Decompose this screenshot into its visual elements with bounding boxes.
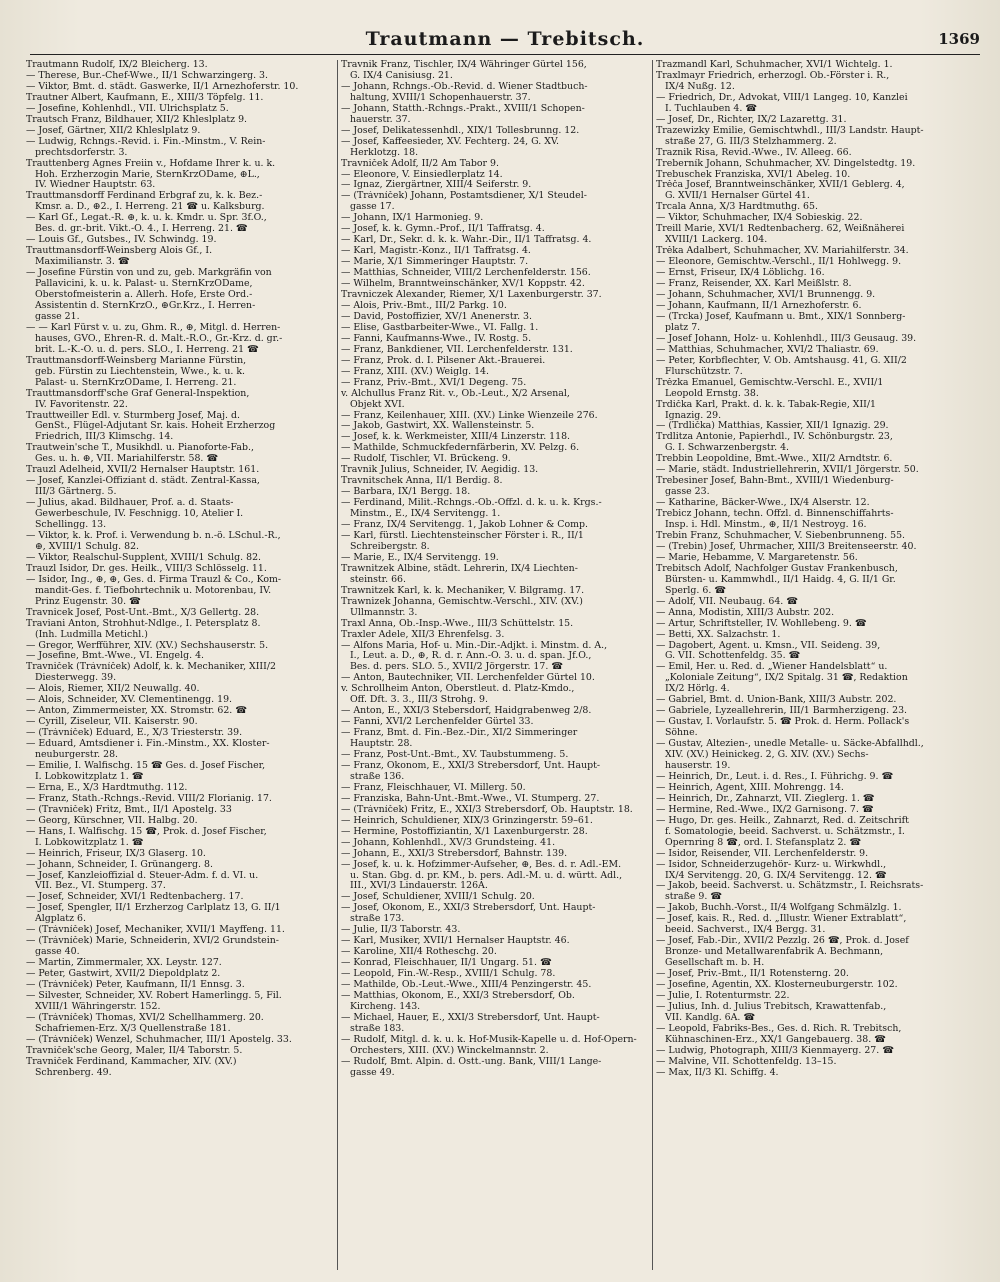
directory-entry: — Heinrich, Schuldiener, XIX/3 Grinzingerstr. 59–61. xyxy=(341,815,593,826)
directory-entry: Trautner Albert, Kaufmann, E., XIII/3 Töpfelg. 11. xyxy=(26,92,264,103)
directory-entry: — Konrad, Fleischhauer, II/1 Ungarg. 51. ☎ xyxy=(341,958,552,969)
directory-entry: Bes. d. gr.-brit. Vikt.-O. 4., I. Herreng. 21. ☎ xyxy=(26,224,248,235)
directory-entry: Schafriemen-Erz. X/3 Quellenstraße 181. xyxy=(26,1023,231,1034)
directory-entry: G. IX/4 Canisiusg. 21. xyxy=(341,70,453,81)
directory-entry: — Ludwig, Rchngs.-Revid. i. Fin.-Minstm., V. Rein- xyxy=(26,136,266,147)
directory-entry: Gewerbeschule, IV. Feschnigg. 10, Atelier I. xyxy=(26,509,244,520)
directory-entry: — Hugo, Dr. ges. Heilk., Zahnarzt, Red. d. Zeitschrift xyxy=(656,815,909,826)
directory-entry: beeid. Sachverst., IX/4 Bergg. 31. xyxy=(656,925,826,936)
directory-entry: — (Trávníček) Fritz, E., XXI/3 Strebersdorf, Ob. Hauptstr. 18. xyxy=(341,804,633,815)
directory-entry: Kühnaschinen-Erz., XX/1 Gangebauerg. 38. ☎ xyxy=(656,1034,886,1045)
directory-entry: Gesellschaft m. b. H. xyxy=(656,958,765,969)
directory-entry: — Karl, Musiker, XVII/1 Hernalser Hauptstr. 46. xyxy=(341,936,570,947)
directory-entry: (Inh. Ludmilla Metichl.) xyxy=(26,629,148,640)
directory-entry: — Betti, XX. Salzachstr. 1. xyxy=(656,629,781,640)
directory-entry: — Wilhelm, Branntweinschänker, XV/1 Koppstr. 42. xyxy=(341,279,585,290)
directory-entry: — Alois, Priv.-Bmt., III/2 Parkg. 10. xyxy=(341,300,507,311)
directory-entry: — Gabriele, Lyzeallehrerin, III/1 Barmherzigeng. 23. xyxy=(656,706,908,717)
directory-entry: — Franziska, Bahn-Unt.-Bmt.-Wwe., VI. Stumperg. 27. xyxy=(341,793,600,804)
directory-entry: — Josef, k. k. Werkmeister, XIII/4 Linzerstr. 118. xyxy=(341,432,571,443)
directory-entry: — Isidor, Ing., ⊕, ⊕, Ges. d. Firma Trauzl & Co., Kom- xyxy=(26,574,282,585)
directory-entry: Travniček Adolf, II/2 Am Tabor 9. xyxy=(341,158,499,169)
directory-entry: — Jakob, beeid. Sachverst. u. Schätzmstr., I. Reichsrats- xyxy=(656,881,924,892)
directory-entry: — Franz, Ökonom, E., XXI/3 Strebersdorf, Unt. Haupt- xyxy=(341,761,601,771)
directory-entry: — Heinrich, Dr., Leut. i. d. Res., I. Führichg. 9. ☎ xyxy=(656,771,894,782)
directory-entry: — Julius, Inh. d. Julius Trebitsch, Krawattenfab., xyxy=(656,1001,887,1012)
directory-entry: „Koloniale Zeitung“, IX/2 Spitalg. 31 ☎, Redaktion xyxy=(656,673,908,684)
directory-entry: Schellingg. 13. xyxy=(26,520,107,531)
directory-entry: Traxler Adele, XII/3 Ehrenfelsg. 3. xyxy=(341,629,505,640)
directory-entry: — Alfons Maria, Hof- u. Min.-Dir.-Adjkt. i. Minstm. d. A., xyxy=(341,640,608,651)
directory-entry: — Viktor, Schuhmacher, IX/4 Sobieskig. 22. xyxy=(656,213,863,224)
directory-entry: — Georg, Kürschner, VII. Halbg. 20. xyxy=(26,815,198,826)
directory-entry: Insp. i. Hdl. Minstm., ⊕, II/1 Nestroyg. 16. xyxy=(656,520,867,531)
directory-entry: ⊕, XVIII/1 Schulg. 82. xyxy=(26,541,140,552)
directory-entry: — (Travniček) Fritz, Bmt., II/1 Apostelg. 33 xyxy=(26,804,232,815)
directory-entry: gasse 40. xyxy=(26,947,80,958)
directory-entry: — Heinrich, Dr., Zahnarzt, VII. Zieglerg. 1. ☎ xyxy=(656,793,875,804)
directory-entry: — (Trdlička) Matthias, Kassier, XII/1 Ignazig. 29. xyxy=(656,421,889,432)
directory-entry: — Anton, E., XXI/3 Stebersdorf, Haidgrabenweg 2/8. xyxy=(341,706,592,717)
directory-entry: straße 173. xyxy=(341,914,405,925)
directory-entry: — Viktor, Realschul-Supplent, XVIII/1 Schulg. 82. xyxy=(26,552,262,563)
directory-entry: Trauttmansdorff-Weinsberg Alois Gf., I. xyxy=(26,246,213,257)
directory-entry: Trautsch Franz, Bildhauer, XII/2 Khleslplatz 9. xyxy=(26,114,248,125)
directory-entry: — Max, II/3 Kl. Schiffg. 4. xyxy=(656,1067,779,1078)
directory-entry: — David, Postoffizier, XV/1 Anenerstr. 3. xyxy=(341,311,532,322)
directory-entry: — Julie, I. Rotenturmstr. 22. xyxy=(656,991,790,1002)
column-2 xyxy=(341,60,653,1270)
directory-entry: — Josef, Priv.-Bmt., II/1 Rotensterng. 20. xyxy=(656,969,849,980)
directory-entry: Bürsten- u. Kammwhdl., II/1 Haidg. 4, G. II/1 Gr. xyxy=(656,574,896,585)
directory-entry: III/3 Gärtnerg. 5. xyxy=(26,487,117,498)
directory-entry: Trawnitzek Karl, k. k. Mechaniker, V. Bilgramg. 17. xyxy=(341,585,585,596)
directory-entry: — — Karl Fürst v. u. zu, Ghm. R., ⊕, Mitgl. d. Herren- xyxy=(26,322,281,333)
directory-entry: — Franz, Keilenhauer, XIII. (XV.) Linke Wienzeile 276. xyxy=(341,410,598,421)
directory-entry: — Gustav, I. Vorlaufstr. 5. ☎ Prok. d. Herm. Pollack's xyxy=(656,717,910,728)
directory-entry: — Josef, Delikatessenhdl., XIX/1 Tollesbrunng. 12. xyxy=(341,125,580,136)
directory-entry: I. Tuchlauben 4. ☎ xyxy=(656,103,757,114)
directory-entry: Sperlg. 6. ☎ xyxy=(656,585,726,596)
directory-entry: gasse 17. xyxy=(341,202,395,213)
directory-entry: VII. Bez., VI. Stumperg. 37. xyxy=(26,881,166,892)
directory-entry: — Adolf, VII. Neubaug. 64. ☎ xyxy=(656,596,798,607)
directory-entry: — Gabriel, Bmt. d. Union-Bank, XIII/3 Aubstr. 202. xyxy=(656,695,897,706)
directory-entry: — Artur, Schriftsteller, IV. Wohllebeng. 9. ☎ xyxy=(656,618,867,629)
directory-entry: — Hans, I. Walfischg. 15 ☎, Prok. d. Josef Fischer, xyxy=(26,826,267,837)
directory-entry: f. Somatologie, beeid. Sachverst. u. Schätzmstr., I. xyxy=(656,826,905,837)
directory-entry: — Josef, Spengler, II/1 Erzherzog Carlplatz 13, G. II/1 xyxy=(26,903,281,914)
directory-entry: — Johann, Rchngs.-Ob.-Revid. d. Wiener Stadtbuch- xyxy=(341,81,588,92)
directory-entry: Traznik Risa, Revid.-Wwe., IV. Alleeg. 66. xyxy=(656,147,852,158)
directory-entry: — Emilie, I. Walfischg. 15 ☎ Ges. d. Josef Fischer, xyxy=(26,761,266,771)
directory-entry: — Louis Gf., Gutsbes., IV. Schwindg. 19. xyxy=(26,235,217,246)
directory-entry: Trauttweiller Edl. v. Sturmberg Josef, Maj. d. xyxy=(26,410,240,421)
directory-entry: — Peter, Gastwirt, XVII/2 Diepoldplatz 2. xyxy=(26,969,221,980)
directory-entry: platz 7. xyxy=(656,322,701,333)
directory-entry: u. Stan. Gbg. d. pr. KM., b. pers. Adl.-M. u. d. württ. Adl., xyxy=(341,870,623,881)
directory-entry: gasse 23. xyxy=(656,487,710,498)
column-3 xyxy=(656,60,968,1270)
directory-entry: — Rudolf, Tischler, VI. Brückeng. 9. xyxy=(341,454,511,465)
directory-entry: — Karl, fürstl. Liechtensteinscher Förster i. R., II/1 xyxy=(341,530,584,541)
directory-entry: Bes. d. pers. SLO. 5., XVII/2 Jörgerstr. 17. ☎ xyxy=(341,662,563,673)
directory-entry: GenSt., Flügel-Adjutant Sr. kais. Hoheit Erzherzog xyxy=(26,421,276,432)
directory-entry: Trebesiner Josef, Bahn-Bmt., XVIII/1 Wiedenburg- xyxy=(656,476,894,487)
column-divider xyxy=(337,60,338,1270)
directory-entry: Leopold Ernstg. 38. xyxy=(656,388,759,399)
directory-entry: — Julius, akad. Bildhauer, Prof. a. d. Staats- xyxy=(26,498,234,509)
directory-entry: Trdlitza Antonie, Papierhdl., IV. Schönburgstr. 23, xyxy=(656,432,893,443)
directory-entry: — (Trávníček) Wenzel, Schuhmacher, III/1 Apostelg. 33. xyxy=(26,1034,292,1045)
directory-entry: Travniček (Trávníček) Adolf, k. k. Mechaniker, XIII/2 xyxy=(26,662,276,673)
directory-entry: — Josefine, Bmt.-Wwe., VI. Engelg. 4. xyxy=(26,651,205,662)
directory-entry: Treill Marie, XVI/1 Redtenbacherg. 62, Weißnäherei xyxy=(656,224,905,235)
directory-entry: Trcala Anna, X/3 Hardtmuthg. 65. xyxy=(656,202,818,213)
page-title: Trautmann — Trebitsch. xyxy=(365,28,645,50)
page-header xyxy=(30,28,980,54)
directory-entry: — Marie, städt. Industriellehrerin, XVII/1 Jörgerstr. 50. xyxy=(656,465,919,476)
directory-entry: — Mathilde, Schmuckfedernfärberin, XV. Pelzg. 6. xyxy=(341,443,580,454)
directory-entry: G. VII. Schottenfeldg. 35. ☎ xyxy=(656,651,801,662)
directory-entry: — Erna, E., X/3 Hardtmuthg. 112. xyxy=(26,782,188,793)
directory-entry: — Johann, Kaufmann, II/1 Arnezhoferstr. 6. xyxy=(656,300,862,311)
directory-entry: — Karoline, XII/4 Rotheschg. 20. xyxy=(341,947,497,958)
directory-entry: IX/4 Servitengg. 20, G. IX/4 Servitengg. 12. ☎ xyxy=(656,870,887,881)
directory-entry: Maximilianstr. 3. ☎ xyxy=(26,257,130,268)
column-1 xyxy=(26,60,338,1270)
directory-entry: v. Alchullus Franz Rit. v., Ob.-Leut., X/2 Arsenal, xyxy=(341,388,570,399)
directory-entry: — Isidor, Reisender, VII. Lerchenfelderstr. 9. xyxy=(656,848,869,859)
directory-entry: Trazewizky Emilie, Gemischtwhdl., III/3 Landstr. Haupt- xyxy=(656,125,924,136)
directory-entry: — Josefine Fürstin von und zu, geb. Markgräfin von xyxy=(26,268,272,279)
directory-entry: — Franz, Fleischhauer, VI. Millerg. 50. xyxy=(341,782,526,793)
directory-entry: Traxl Anna, Ob.-Insp.-Wwe., III/3 Schüttelstr. 15. xyxy=(341,618,574,629)
directory-entry: — (Trávníček) Marie, Schneiderin, XVI/2 Grundstein- xyxy=(26,936,279,947)
directory-entry: — Marie, E., IX/4 Servitengg. 19. xyxy=(341,552,499,563)
directory-entry: — (Trávníček) Peter, Kaufmann, II/1 Ennsg. 3. xyxy=(26,980,245,991)
directory-entry: IX/2 Hörlg. 4. xyxy=(656,684,730,695)
directory-entry: — Franz, Prok. d. I. Pilsener Akt.-Brauerei. xyxy=(341,355,546,366)
directory-entry: Ges. u. h. ⊕, VII. Mariahilferstr. 58. ☎ xyxy=(26,454,219,465)
directory-entry: Oberstofmeisterin a. Allerh. Hofe, Erste Ord.- xyxy=(26,290,253,301)
directory-entry: Trebuschek Franziska, XVI/1 Abeleg. 10. xyxy=(656,169,851,180)
directory-entry: — Rudolf, Bmt. Alpin. d. Östt.-ung. Bank, VIII/1 Lange- xyxy=(341,1056,602,1067)
directory-entry: — Friedrich, Dr., Advokat, VIII/1 Langeg. 10, Kanzlei xyxy=(656,92,908,103)
directory-entry: — Josef Johann, Holz- u. Kohlenhdl., III/3 Geusaug. 39. xyxy=(656,333,917,344)
directory-entry: — Anton, Bautechniker, VII. Lerchenfelder Gürtel 10. xyxy=(341,673,595,684)
directory-entry: — (Trávníček) Johann, Postamtsdiener, X/1 Steudel- xyxy=(341,191,587,202)
directory-entry: mandit-Ges. f. Tiefbohrtechnik u. Motorenbau, IV. xyxy=(26,585,272,596)
directory-entry: Travniček Ferdinand, Kammacher, XIV. (XV.) xyxy=(26,1056,237,1067)
directory-entry: I. Lobkowitzplatz 1. ☎ xyxy=(26,771,144,782)
directory-entry: Trebbin Leopoldine, Bmt.-Wwe., XII/2 Arndtstr. 6. xyxy=(656,454,893,465)
directory-entry: Herklotzg. 18. xyxy=(341,147,419,158)
directory-entry: — Matthias, Ökonom, E., XXI/3 Strebersdorf, Ob. xyxy=(341,991,575,1002)
directory-entry: straße 27, G. III/3 Stelzhammerg. 2. xyxy=(656,136,837,147)
directory-entry: gasse 49. xyxy=(341,1067,395,1078)
directory-entry: Kmsr. a. D., ⊕2., I. Herreng. 21 ☎ u. Kalksburg. xyxy=(26,202,265,213)
directory-entry: straße 183. xyxy=(341,1023,405,1034)
directory-entry: — Rudolf, Mitgl. d. k. u. k. Hof-Musik-Kapelle u. d. Hof-Opern- xyxy=(341,1034,637,1045)
directory-entry: — Viktor, Bmt. d. städt. Gaswerke, II/1 Arnezhoferstr. 10. xyxy=(26,81,299,92)
directory-entry: Trauttmansdorff'sche Graf General-Inspektion, xyxy=(26,388,250,399)
directory-entry: geb. Fürstin zu Liechtenstein, Wwe., k. u. k. xyxy=(26,366,246,377)
directory-entry: Minstm., E., IX/4 Servitengg. 1. xyxy=(341,509,501,520)
directory-entry: Travniček'sche Georg, Maler, II/4 Taborstr. 5. xyxy=(26,1045,243,1056)
directory-entry: — Heinrich, Friseur, IX/3 Glaserg. 10. xyxy=(26,848,206,859)
directory-entry: — (Trávníček) Josef, Mechaniker, XVII/1 Mayffeng. 11. xyxy=(26,925,285,936)
directory-entry: — Leopold, Fabriks-Bes., Ges. d. Rich. R. Trebitsch, xyxy=(656,1023,902,1034)
directory-entry: — Ernst, Friseur, IX/4 Löblichg. 16. xyxy=(656,268,825,279)
directory-entry: Traxlmayr Friedrich, erherzogl. Ob.-Förster i. R., xyxy=(656,70,890,81)
directory-entry: XVIII/1 Lackerg. 104. xyxy=(656,235,768,246)
directory-entry: — Gustav, Altezien-, unedle Metalle- u. Säcke-Abfallhdl., xyxy=(656,739,924,750)
directory-entry: Flurschützstr. 7. xyxy=(656,366,743,377)
directory-entry: G. I. Schwarzenbergstr. 4. xyxy=(656,443,790,454)
directory-entry: Travnitschek Anna, II/1 Berdig. 8. xyxy=(341,476,503,487)
directory-entry: hauses, GVO., Ehren-R. d. Malt.-R.O., Gr.-Krz. d. gr.- xyxy=(26,333,283,344)
directory-entry: Trautmann Rudolf, IX/2 Bleicherg. 13. xyxy=(26,60,208,70)
directory-entry: — Dagobert, Agent. u. Kmsn., VII. Seideng. 39, xyxy=(656,640,881,651)
directory-entry: straße 136. xyxy=(341,771,405,782)
directory-entry: — Josef, Fab.-Dir., XVII/2 Pezzlg. 26 ☎, Prok. d. Josef xyxy=(656,936,909,947)
directory-entry: Trauttmansdorff Ferdinand Erbgraf zu, k. k. Bez.- xyxy=(26,191,263,202)
directory-entry: — Leopold, Fin.-W.-Resp., XVIII/1 Schulg. 78. xyxy=(341,969,556,980)
directory-entry: — Martin, Zimmermaler, XX. Leystr. 127. xyxy=(26,958,222,969)
page-number: 1369 xyxy=(938,30,980,48)
directory-entry: — Alois, Riemer, XII/2 Neuwallg. 40. xyxy=(26,684,200,695)
directory-entry: — Isidor, Schneiderzugehör- Kurz- u. Wirkwhdl., xyxy=(656,859,887,870)
directory-entry: — (Trávníček) Eduard, E., X/3 Triesterstr. 39. xyxy=(26,728,243,739)
directory-entry: — Marie, Hebamme, V. Margaretenstr. 56. xyxy=(656,552,858,563)
directory-entry: steinstr. 66. xyxy=(341,574,407,585)
directory-entry: — Franz, Reisender, XX. Karl Meißlstr. 8. xyxy=(656,279,852,290)
directory-entry: IV. Favoritenstr. 22. xyxy=(26,399,128,410)
directory-entry: — Emil, Her. u. Red. d. „Wiener Handelsblatt“ u. xyxy=(656,662,888,673)
directory-entry: Trdička Karl, Prakt. d. k. k. Tabak-Regie, XII/1 xyxy=(656,399,877,410)
directory-entry: — Karl, Dr., Sekr. d. k. k. Wahr.-Dir., II/1 Taffratsg. 4. xyxy=(341,235,592,246)
directory-entry: Diesterwegg. 39. xyxy=(26,673,117,684)
directory-entry: Kircheng. 143. xyxy=(341,1001,421,1012)
directory-entry: Opernring 8 ☎, ord. I. Stefansplatz 2. ☎ xyxy=(656,837,862,848)
directory-entry: — Peter, Korbflechter, V. Ob. Amtshausg. 41, G. XII/2 xyxy=(656,355,907,366)
directory-entry: — Johann, Statth.-Rchngs.-Prakt., XVIII/1 Schopen- xyxy=(341,103,585,114)
directory-entry: gasse 21. xyxy=(26,311,80,322)
directory-entry: Trauzl Isidor, Dr. ges. Heilk., VIII/3 Schlösselg. 11. xyxy=(26,563,267,574)
directory-entry: Schreibergstr. 8. xyxy=(341,541,430,552)
directory-entry: — Marie, X/1 Simmeringer Hauptstr. 7. xyxy=(341,257,529,268)
directory-entry: Hauptstr. 28. xyxy=(341,739,413,750)
directory-entry: VII. Kandlg. 6A. ☎ xyxy=(656,1012,756,1023)
directory-entry: Travnicek Josef, Post-Unt.-Bmt., X/3 Gellertg. 28. xyxy=(26,607,260,618)
directory-entry: — Johann, Kohlenhdl., XV/3 Grundsteing. 41. xyxy=(341,837,556,848)
directory-entry: — Johann, Schuhmacher, XVI/1 Brunnengg. 9. xyxy=(656,290,876,301)
directory-entry: III., XVI/3 Lindauerstr. 126A. xyxy=(341,881,488,892)
directory-entry: — Josef, Kanzleioffizial d. Steuer-Adm. f. d. VI. u. xyxy=(26,870,259,881)
directory-entry: I., Leut. a. D., ⊕, R. d. r. Ann.-O. 3. u. d. span. Jf.O., xyxy=(341,651,592,662)
directory-entry: — Franz, Priv.-Bmt., XVI/1 Degeng. 75. xyxy=(341,377,527,388)
directory-entry: — Franz, Post-Unt.-Bmt., XV. Taubstummeng. 5. xyxy=(341,750,569,761)
directory-entry: — Katharine, Bäcker-Wwe., IX/4 Alserstr. 12. xyxy=(656,498,870,509)
directory-entry: — Jakob, Buchh.-Vorst., II/4 Wolfgang Schmälzlg. 1. xyxy=(656,903,902,914)
directory-entry: I. Lobkowitzplatz 1. ☎ xyxy=(26,837,144,848)
directory-entry: — Josef, Ökonom, E., XXI/3 Strebersdorf, Unt. Haupt- xyxy=(341,903,596,914)
directory-entry: — Josef, Kanzlei-Offiziant d. städt. Zentral-Kassa, xyxy=(26,476,260,487)
directory-entry: Trěka Adalbert, Schuhmacher, XV. Mariahilferstr. 34. xyxy=(656,246,909,257)
directory-entry: — Heinrich, Agent, XIII. Mohrengg. 14. xyxy=(656,782,844,793)
directory-entry: prechtsdorferstr. 3. xyxy=(26,147,128,158)
directory-entry: Treberník Johann, Schuhmacher, XV. Dingelstedtg. 19. xyxy=(656,158,916,169)
directory-entry: — Matthias, Schneider, VIII/2 Lerchenfelderstr. 156. xyxy=(341,268,591,279)
directory-entry: — Gregor, Werfführer, XIV. (XV.) Sechshauserstr. 5. xyxy=(26,640,269,651)
directory-entry: — Michael, Hauer, E., XXI/3 Strebersdorf, Unt. Haupt- xyxy=(341,1012,600,1023)
directory-entry: Pallavicini, k. u. k. Palast- u. SternKrzODame, xyxy=(26,279,253,290)
directory-entry: Travnik Julius, Schneider, IV. Aegidig. 13. xyxy=(341,465,539,476)
directory-entry: — Josef, Schneider, XVI/1 Redtenbacherg. 17. xyxy=(26,892,244,903)
directory-entry: — Anton, Zimmermeister, XX. Stromstr. 62. ☎ xyxy=(26,706,247,717)
directory-entry: Orchesters, XIII. (XV.) Winckelmannstr. 2. xyxy=(341,1045,549,1056)
directory-entry: — Josef, k. k. Gymn.-Prof., II/1 Taffratsg. 4. xyxy=(341,224,545,235)
directory-entry: — Jakob, Gastwirt, XX. Wallensteinstr. 5. xyxy=(341,421,535,432)
directory-entry: neuburgerstr. 28. xyxy=(26,750,119,761)
directory-entry: — Eleonore, Gemischtw.-Verschl., II/1 Hohlwegg. 9. xyxy=(656,257,902,268)
directory-entry: — Silvester, Schneider, XV. Robert Hamerlingg. 5, Fil. xyxy=(26,991,282,1002)
directory-entry: Trebicz Johann, techn. Offzl. d. Binnenschiffahrts- xyxy=(656,509,894,520)
directory-entry: — Viktor, k. k. Prof. i. Verwendung b. n.-ö. LSchul.-R., xyxy=(26,530,281,541)
directory-entry: Trauttmansdorff-Weinsberg Marianne Fürstin, xyxy=(26,355,247,366)
directory-entry: Assistentin d. SternKrzO., ⊕Gr.Krz., I. Herren- xyxy=(26,300,256,311)
directory-entry: — Matthias, Schuhmacher, XVI/2 Thaliastr. 69. xyxy=(656,344,879,355)
header-divider xyxy=(30,54,980,55)
directory-entry: Trawnitzek Albine, städt. Lehrerin, IX/4 Liechten- xyxy=(341,563,578,574)
directory-entry: — Cyrill, Ziseleur, VII. Kaiserstr. 90. xyxy=(26,717,198,728)
directory-entry: — Josef, Schuldiener, XVIII/1 Schulg. 20. xyxy=(341,892,535,903)
directory-entry: Off. Dft. 3. 3., III/3 Strohg. 9. xyxy=(341,695,488,706)
directory-entry: Travnik Franz, Tischler, IX/4 Währinger Gürtel 156, xyxy=(341,60,587,70)
directory-entry: — Josef, Gärtner, XII/2 Khleslplatz 9. xyxy=(26,125,201,136)
directory-entry: — Josef, kais. R., Red. d. „Illustr. Wiener Extrablatt“, xyxy=(656,914,907,925)
directory-entry: Trěča Josef, Branntweinschänker, XVII/1 Geblerg. 4, xyxy=(656,180,905,191)
directory-entry: — Johann, IX/1 Harmonieg. 9. xyxy=(341,213,484,224)
column-divider xyxy=(652,60,653,1270)
directory-entry: — Hermine, Red.-Wwe., IX/2 Garnisong. 7. ☎ xyxy=(656,804,874,815)
directory-entry: Schrenberg. 49. xyxy=(26,1067,112,1078)
directory-entry: — Karl Gf., Legat.-R. ⊕, k. u. k. Kmdr. u. Spr. 3f.O., xyxy=(26,213,267,224)
directory-entry: IX/4 Nußg. 12. xyxy=(656,81,735,92)
directory-entry: — Barbara, IX/1 Bergg. 18. xyxy=(341,487,471,498)
directory-entry: XVIII/1 Währingerstr. 152. xyxy=(26,1001,161,1012)
directory-entry: Bronze- und Metallwarenfabrik A. Bechmann, xyxy=(656,947,884,958)
directory-entry: Objekt XVI. xyxy=(341,399,405,410)
directory-entry: — Franz, Bankdiener, VII. Lerchenfelderstr. 131. xyxy=(341,344,573,355)
directory-entry: Palast- u. SternKrzODame, I. Herreng. 21. xyxy=(26,377,237,388)
directory-entry: — Elise, Gastbarbeiter-Wwe., VI. Fallg. 1. xyxy=(341,322,539,333)
directory-entry: — Hermine, Postoffiziantin, X/1 Laxenburgerstr. 28. xyxy=(341,826,588,837)
directory-entry: Söhne. xyxy=(656,728,698,739)
directory-entry: Trautwein'sche T., Musikhdl. u. Pianoforte-Fab., xyxy=(26,443,254,454)
directory-entry: — Eleonore, V. Einsiedlerplatz 14. xyxy=(341,169,503,180)
directory-entry: — (Trebin) Josef, Uhrmacher, XIII/3 Breitenseerstr. 40. xyxy=(656,541,917,552)
directory-entry: — Franz, Stath.-Rchngs.-Revid. VIII/2 Florianig. 17. xyxy=(26,793,272,804)
directory-entry: — Ferdinand, Milit.-Rchngs.-Ob.-Offzl. d. k. u. k. Krgs.- xyxy=(341,498,602,509)
directory-entry: Friedrich, III/3 Klimschg. 14. xyxy=(26,432,174,443)
directory-entry: v. Schrollheim Anton, Oberstleut. d. Platz-Kmdo., xyxy=(341,684,575,695)
directory-entry: Trawnizek Johanna, Gemischtw.-Verschl., XIV. (XV.) xyxy=(341,596,583,607)
directory-entry: — Josefine, Kohlenhdl., VII. Ulrichsplatz 5. xyxy=(26,103,229,114)
directory-entry: — Fanni, XVI/2 Lerchenfelder Gürtel 33. xyxy=(341,717,534,728)
directory-entry: XIV. (XV.) Heinickeg. 2, G. XIV. (XV.) Sechs- xyxy=(656,750,869,761)
directory-entry: G. XVII/1 Hernalser Gürtel 41. xyxy=(656,191,810,202)
directory-entry: — Alois, Schneider, XV. Clementinengg. 19. xyxy=(26,695,233,706)
directory-entry: Ignazig. 29. xyxy=(656,410,722,421)
directory-entry: Trauttenberg Agnes Freiin v., Hofdame Ihrer k. u. k. xyxy=(26,158,276,169)
directory-entry: — Franz, Bmt. d. Fin.-Bez.-Dir., XI/2 Simmeringer xyxy=(341,728,578,739)
directory-entry: Traviani Anton, Strohhut-Ndlge., I. Petersplatz 8. xyxy=(26,618,261,629)
directory-entry: Ullmannstr. 3. xyxy=(341,607,418,618)
directory-entry: — (Trávníček) Thomas, XVI/2 Schellhammerg. 20. xyxy=(26,1012,264,1023)
directory-entry: Trebin Franz, Schuhmacher, V. Siebenbrunneng. 55. xyxy=(656,530,906,541)
directory-entry: — Ludwig, Photograph, XIII/3 Kienmayerg. 27. ☎ xyxy=(656,1045,894,1056)
directory-entry: Trězka Emanuel, Gemischtw.-Verschl. E., XVII/1 xyxy=(656,377,884,388)
directory-entry: — Franz, XIII. (XV.) Weiglg. 14. xyxy=(341,366,489,377)
directory-entry: — Fanni, Kaufmanns-Wwe., IV. Rostg. 5. xyxy=(341,333,532,344)
directory-entry: — Franz, IX/4 Servitengg. 1, Jakob Lohner & Comp. xyxy=(341,520,588,531)
directory-entry: Algplatz 6. xyxy=(26,914,86,925)
directory-entry: brit. L.-K.-O. u. d. pers. SLO., I. Herreng. 21 ☎ xyxy=(26,344,259,355)
directory-entry: Trazmandl Karl, Schuhmacher, XVI/1 Wichtelg. 1. xyxy=(656,60,893,70)
directory-entry: — Malvine, VII. Schottenfeldg. 13–15. xyxy=(656,1056,837,1067)
directory-entry: Trebitsch Adolf, Nachfolger Gustav Frankenbusch, xyxy=(656,563,898,574)
directory-entry: — Julie, II/3 Taborstr. 43. xyxy=(341,925,461,936)
directory-entry: — Josef, Dr., Richter, IX/2 Lazarettg. 31. xyxy=(656,114,847,125)
directory-entry: hauerstr. 37. xyxy=(341,114,411,125)
directory-entry: — Mathilde, Ob.-Leut.-Wwe., XIII/4 Penzingerstr. 45. xyxy=(341,980,592,991)
directory-entry: — Karl, Magistr.-Konz., II/1 Taffratsg. 4. xyxy=(341,246,531,257)
directory-entry: — Therese, Bur.-Chef-Wwe., II/1 Schwarzingerg. 3. xyxy=(26,70,268,81)
directory-entry: — Johann, Schneider, I. Grünangerg. 8. xyxy=(26,859,213,870)
directory-entry: Trauzl Adelheid, XVII/2 Hernalser Hauptstr. 161. xyxy=(26,465,260,476)
directory-entry: — Eduard, Amtsdiener i. Fin.-Minstm., XX. Kloster- xyxy=(26,739,270,750)
directory-entry: Travniczek Alexander, Riemer, X/1 Laxenburgerstr. 37. xyxy=(341,290,602,301)
directory-entry: — Josefine, Agentin, XX. Klosterneuburgerstr. 102. xyxy=(656,980,898,991)
directory-entry: Hoh. Erzherzogin Marie, SternKrzODame, ⊕L., xyxy=(26,169,260,180)
directory-entry: — Josef, k. u. k. Hofzimmer-Aufseher, ⊕, Bes. d. r. Adl.-EM. xyxy=(341,859,622,870)
directory-entry: Prinz Eugenstr. 30. ☎ xyxy=(26,596,141,607)
directory-entry: — Johann, E., XXI/3 Strebersdorf, Bahnstr. 139. xyxy=(341,848,568,859)
directory-entry: straße 9. ☎ xyxy=(656,892,722,903)
directory-entry: — Anna, Modistin, XIII/3 Aubstr. 202. xyxy=(656,607,835,618)
directory-entry: — Ignaz, Ziergärtner, XIII/4 Seiferstr. 9. xyxy=(341,180,532,191)
directory-entry: — (Trcka) Josef, Kaufmann u. Bmt., XIX/1 Sonnberg- xyxy=(656,311,906,322)
directory-entry: hauserstr. 19. xyxy=(656,761,731,771)
directory-entry: — Josef, Kaffeesieder, XV. Fechterg. 24, G. XV. xyxy=(341,136,560,147)
directory-entry: haltung, XVIII/1 Schopenhauerstr. 37. xyxy=(341,92,531,103)
directory-entry: IV. Wiedner Hauptstr. 63. xyxy=(26,180,156,191)
